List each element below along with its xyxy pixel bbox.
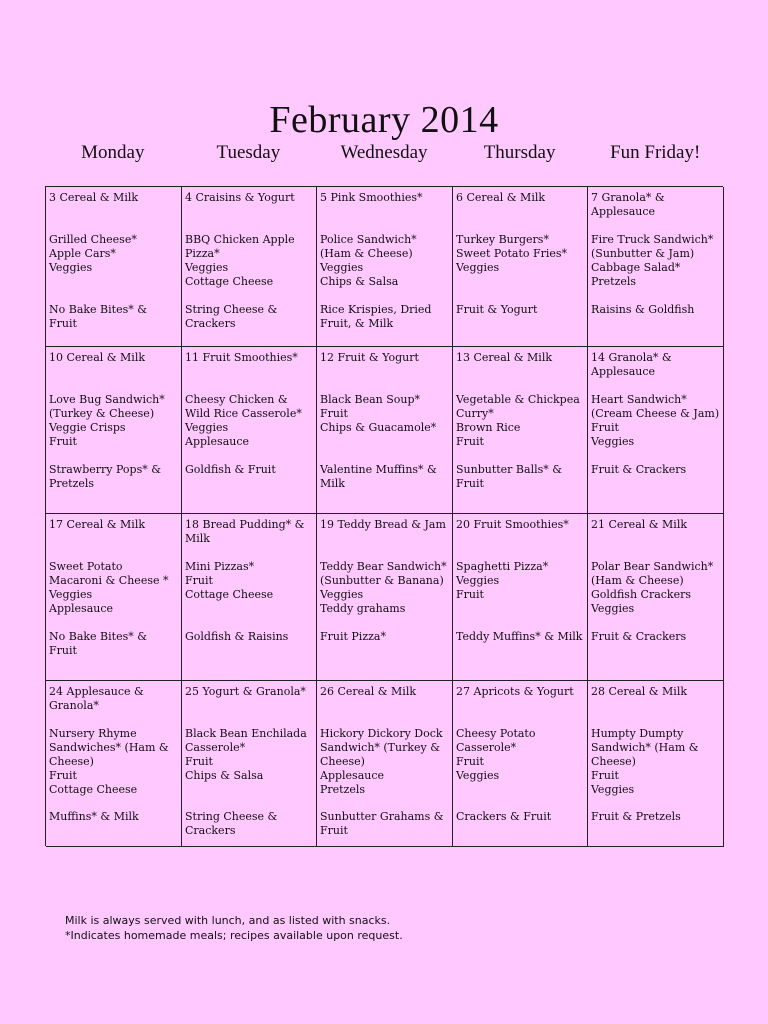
morning-snack: 24 Applesauce & Granola* <box>49 685 144 712</box>
footer-note: Milk is always served with lunch, and as listed with snacks. <box>65 914 391 927</box>
morning-snack: 27 Apricots & Yogurt <box>456 685 574 698</box>
lunch-item: Vegetable & Chickpea Curry* <box>456 393 580 420</box>
day-cell <box>453 347 588 514</box>
day-header: Monday <box>81 142 145 163</box>
lunch-item: Humpty Dumpty Sandwich* (Ham & Cheese) <box>591 727 699 768</box>
afternoon-snack: Crackers & Fruit <box>456 810 552 823</box>
afternoon-snack: Rice Krispies, Dried Fruit, & Milk <box>320 303 432 330</box>
afternoon-snack: Fruit & Yogurt <box>456 303 538 316</box>
lunch-item: Grilled Cheese* <box>49 233 137 246</box>
lunch-item: Fruit <box>456 588 484 601</box>
lunch-menu <box>456 393 584 449</box>
morning-snack: 6 Cereal & Milk <box>456 191 546 204</box>
lunch-item: Heart Sandwich* (Cream Cheese & Jam) <box>591 393 720 420</box>
day-cell <box>453 187 588 347</box>
weekday-header <box>45 142 723 170</box>
day-cell <box>588 347 724 514</box>
lunch-item: Cottage Cheese <box>49 783 138 796</box>
lunch-item: Applesauce <box>320 769 385 782</box>
lunch-item: Chips & Salsa <box>320 275 399 288</box>
day-cell <box>46 514 182 681</box>
lunch-menu <box>185 727 313 783</box>
lunch-item: Sweet Potato Macaroni & Cheese * <box>49 560 169 587</box>
morning-snack: 17 Cereal & Milk <box>49 518 146 531</box>
lunch-item: Cabbage Salad* <box>591 261 681 274</box>
morning-snack: 3 Cereal & Milk <box>49 191 139 204</box>
afternoon-snack: Fruit Pizza* <box>320 630 386 643</box>
lunch-item: Nursery Rhyme Sandwiches* (Ham & Cheese) <box>49 727 169 768</box>
afternoon-snack: No Bake Bites* & Fruit <box>49 630 148 657</box>
lunch-menu <box>320 393 449 435</box>
lunch-item: Apple Cars* <box>49 247 116 260</box>
lunch-menu <box>591 233 720 289</box>
lunch-item: Veggies <box>49 588 93 601</box>
afternoon-snack: String Cheese & Crackers <box>185 810 278 837</box>
lunch-menu <box>456 727 584 783</box>
lunch-item: Applesauce <box>49 602 114 615</box>
lunch-menu <box>591 560 720 616</box>
day-cell <box>46 681 182 847</box>
lunch-item: Veggies <box>320 588 364 601</box>
day-cell <box>588 514 724 681</box>
lunch-item: Chips & Guacamole* <box>320 421 437 434</box>
lunch-item: Veggies <box>320 261 364 274</box>
day-cell <box>317 514 453 681</box>
afternoon-snack: Goldfish & Fruit <box>185 463 276 476</box>
lunch-item: Black Bean Enchilada Casserole* <box>185 727 307 754</box>
day-cell <box>317 347 453 514</box>
day-cell <box>182 681 317 847</box>
afternoon-snack: Raisins & Goldfish <box>591 303 695 316</box>
morning-snack: 13 Cereal & Milk <box>456 351 553 364</box>
lunch-item: Veggies <box>456 769 500 782</box>
lunch-item: Cheesy Potato Casserole* <box>456 727 536 754</box>
morning-snack: 12 Fruit & Yogurt <box>320 351 419 364</box>
lunch-item: Goldfish Crackers <box>591 588 692 601</box>
lunch-item: Polar Bear Sandwich* (Ham & Cheese) <box>591 560 714 587</box>
lunch-item: Fruit <box>320 407 348 420</box>
day-header: Wednesday <box>340 142 428 163</box>
afternoon-snack: Sunbutter Grahams & Fruit <box>320 810 444 837</box>
morning-snack: 21 Cereal & Milk <box>591 518 688 531</box>
afternoon-snack: Teddy Muffins* & Milk <box>456 630 583 643</box>
day-cell <box>317 187 453 347</box>
lunch-item: Mini Pizzas* <box>185 560 255 573</box>
day-cell <box>46 187 182 347</box>
lunch-item: Fruit <box>591 421 619 434</box>
lunch-menu <box>49 560 178 616</box>
day-cell <box>453 514 588 681</box>
lunch-item: Veggies <box>185 261 229 274</box>
lunch-item: Fruit <box>591 769 619 782</box>
morning-snack: 11 Fruit Smoothies* <box>185 351 298 364</box>
lunch-item: Hickory Dickory Dock Sandwich* (Turkey & Cheese) <box>320 727 443 768</box>
morning-snack: 10 Cereal & Milk <box>49 351 146 364</box>
lunch-item: Turkey Burgers* <box>456 233 549 246</box>
morning-snack: 5 Pink Smoothies* <box>320 191 423 204</box>
lunch-item: Fire Truck Sandwich* (Sunbutter & Jam) <box>591 233 714 260</box>
afternoon-snack: String Cheese & Crackers <box>185 303 278 330</box>
lunch-item: Veggies <box>591 602 635 615</box>
afternoon-snack: Valentine Muffins* & Milk <box>320 463 437 490</box>
day-cell <box>182 514 317 681</box>
morning-snack: 28 Cereal & Milk <box>591 685 688 698</box>
lunch-menu <box>591 727 720 797</box>
lunch-item: Police Sandwich* (Ham & Cheese) <box>320 233 417 260</box>
lunch-item: Veggies <box>49 261 93 274</box>
afternoon-snack: Goldfish & Raisins <box>185 630 289 643</box>
lunch-menu <box>185 233 313 289</box>
lunch-menu <box>49 233 178 275</box>
morning-snack: 20 Fruit Smoothies* <box>456 518 569 531</box>
lunch-item: Pretzels <box>320 783 366 796</box>
lunch-item: Fruit <box>456 755 484 768</box>
lunch-menu <box>320 727 449 797</box>
lunch-item: Fruit <box>49 769 77 782</box>
day-header: Thursday <box>483 142 556 163</box>
lunch-menu <box>49 393 178 449</box>
afternoon-snack: No Bake Bites* & Fruit <box>49 303 148 330</box>
lunch-item: Fruit <box>185 755 213 768</box>
day-header: Fun Friday! <box>610 142 701 163</box>
afternoon-snack: Strawberry Pops* & Pretzels <box>49 463 162 490</box>
day-cell <box>182 187 317 347</box>
lunch-item: BBQ Chicken Apple Pizza* <box>185 233 295 260</box>
day-cell <box>453 681 588 847</box>
day-cell <box>182 347 317 514</box>
lunch-menu <box>320 233 449 289</box>
day-cell <box>46 347 182 514</box>
menu-calendar-grid <box>45 186 723 846</box>
morning-snack: 26 Cereal & Milk <box>320 685 417 698</box>
lunch-item: Spaghetti Pizza* <box>456 560 549 573</box>
page-title: February 2014 <box>269 99 499 141</box>
lunch-item: Veggies <box>591 435 635 448</box>
lunch-item: Love Bug Sandwich* (Turkey & Cheese) <box>49 393 165 420</box>
day-cell <box>588 681 724 847</box>
lunch-menu <box>456 560 584 602</box>
lunch-item: Cheesy Chicken & Wild Rice Casserole* <box>185 393 302 420</box>
lunch-item: Teddy Bear Sandwich* (Sunbutter & Banana) <box>320 560 447 587</box>
footer-note: *Indicates homemade meals; recipes available upon request. <box>65 929 403 942</box>
lunch-menu <box>456 233 584 275</box>
morning-snack: 14 Granola* & Applesauce <box>591 351 672 378</box>
day-cell <box>317 681 453 847</box>
lunch-item: Veggies <box>456 574 500 587</box>
morning-snack: 18 Bread Pudding* & Milk <box>185 518 305 545</box>
lunch-item: Chips & Salsa <box>185 769 264 782</box>
footer-notes <box>65 913 403 943</box>
lunch-item: Brown Rice <box>456 421 521 434</box>
morning-snack: 19 Teddy Bread & Jam <box>320 518 446 531</box>
afternoon-snack: Fruit & Crackers <box>591 463 687 476</box>
lunch-item: Cottage Cheese <box>185 588 274 601</box>
lunch-menu <box>591 393 720 449</box>
morning-snack: 25 Yogurt & Granola* <box>185 685 306 698</box>
morning-snack: 4 Craisins & Yogurt <box>185 191 295 204</box>
afternoon-snack: Fruit & Pretzels <box>591 810 681 823</box>
afternoon-snack: Fruit & Crackers <box>591 630 687 643</box>
lunch-item: Veggies <box>456 261 500 274</box>
lunch-item: Veggies <box>185 421 229 434</box>
lunch-item: Fruit <box>185 574 213 587</box>
lunch-menu <box>49 727 178 797</box>
lunch-item: Black Bean Soup* <box>320 393 420 406</box>
lunch-menu <box>320 560 449 616</box>
lunch-item: Sweet Potato Fries* <box>456 247 568 260</box>
day-cell <box>588 187 724 347</box>
lunch-item: Cottage Cheese <box>185 275 274 288</box>
lunch-item: Pretzels <box>591 275 637 288</box>
afternoon-snack: Sunbutter Balls* & Fruit <box>456 463 563 490</box>
lunch-item: Applesauce <box>185 435 250 448</box>
day-header: Tuesday <box>216 142 281 163</box>
lunch-item: Fruit <box>49 435 77 448</box>
lunch-item: Fruit <box>456 435 484 448</box>
lunch-menu <box>185 560 313 602</box>
lunch-item: Teddy grahams <box>320 602 406 615</box>
afternoon-snack: Muffins* & Milk <box>49 810 139 823</box>
lunch-item: Veggie Crisps <box>49 421 126 434</box>
morning-snack: 7 Granola* & Applesauce <box>591 191 665 218</box>
lunch-menu <box>185 393 313 449</box>
lunch-item: Veggies <box>591 783 635 796</box>
